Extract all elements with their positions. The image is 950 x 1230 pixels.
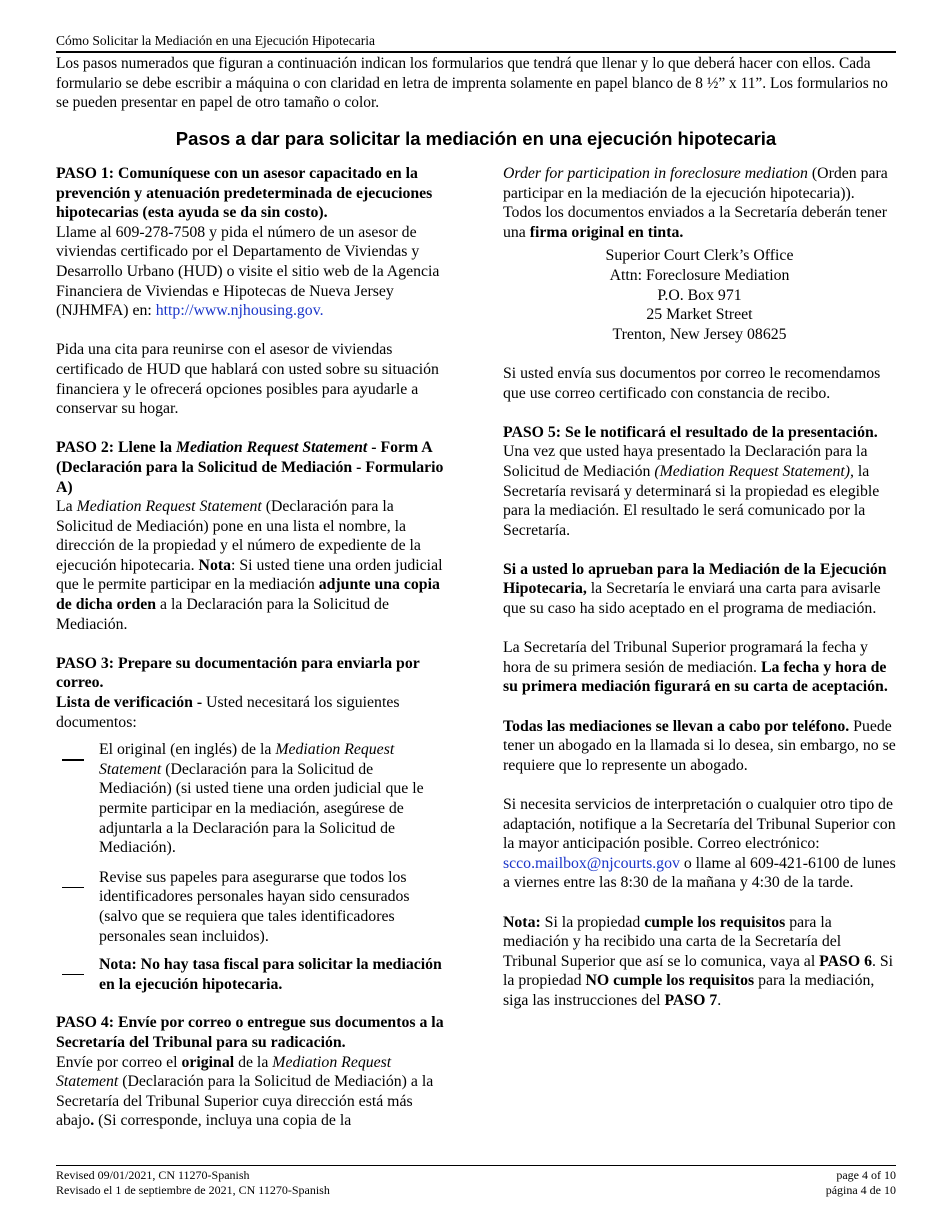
- revision-english: Revised 09/01/2021, CN 11270-Spanish: [56, 1168, 250, 1182]
- checkbox-line[interactable]: [62, 887, 84, 888]
- phone-paragraph: Todas las mediaciones se llevan a cabo por teléfono. Puede tener un abogado en la llamada si lo desea, sin embargo, no se requiere que lo represente un abogado.: [503, 717, 896, 774]
- revision-spanish: Revisado el 1 de septiembre de 2021, CN 11270-Spanish: [56, 1182, 330, 1197]
- checkbox-line[interactable]: [62, 974, 84, 975]
- mailing-address: Superior Court Clerk’s Office Attn: Foreclosure Mediation P.O. Box 971 25 Market Street Trenton, New Jersey 08625: [605, 247, 794, 343]
- paso1-body: Llame al 609-278-7508 y pida el número de un asesor de viviendas certificado por el Departamento de Viviendas y Desarrollo Urbano (HUD) o visite el sitio web de la Agencia Financiera de Viviendas e Hipotecas de Nueva Jersey (NJHMFA) en: http://www.njhousing.gov.: [56, 223, 440, 320]
- paso5-heading: PASO 5: Se le notificará el resultado de la presentación.: [503, 423, 878, 441]
- certified-mail-note: Si usted envía sus documentos por correo le recomendamos que use correo certificado con constancia de recibo.: [503, 364, 881, 402]
- paso4-continuation: Order for participation in foreclosure mediation (Orden para participar en la mediación de la ejecución hipotecaria)). Todos los documentos enviados a la Secretaría deberán tener una firma original en tinta.: [503, 165, 888, 241]
- schedule-paragraph: La Secretaría del Tribunal Superior programará la fecha y hora de su primera sesión de mediación. La fecha y hora de su primera mediación figurará en su carta de aceptación.: [503, 639, 888, 696]
- page-title: Pasos a dar para solicitar la mediación en una ejecución hipotecaria: [175, 128, 777, 149]
- njhousing-link[interactable]: http://www.njhousing.gov.: [155, 302, 324, 320]
- left-column: [56, 164, 448, 1131]
- footer-divider: [56, 1165, 896, 1166]
- paso4-body: Envíe por correo el original de la Mediation Request Statement (Declaración para la Solicitud de Mediación) a la Secretaría del Tribunal Superior cuya dirección está más abajo. (Si corresponde, incluya una copia de la: [56, 1053, 434, 1130]
- paso2-heading: PASO 2: Llene la Mediation Request Statement - Form A (Declaración para la Solicitud de Mediación - Formulario A): [56, 439, 444, 496]
- checklist-item-review: Revise sus papeles para asegurarse que todos los identificadores personales hayan sido censurados (salvo que se requiera que tales identificadores personales sean incluidos).: [56, 868, 448, 946]
- paso2-body: La Mediation Request Statement (Declaración para la Solicitud de Mediación) pone en una lista el nombre, la dirección de la propiedad y el número de expediente de la ejecución hipotecaria. Nota: Si usted tiene una orden judicial que le permite participar en la mediación adjunte una copia de dicha orden a la Declaración para la Solicitud de Mediación.: [56, 498, 443, 633]
- intro-paragraph: Los pasos numerados que figuran a continuación indican los formularios que tendrá que llenar y lo que deberá hacer con ellos. Cada formulario se debe escribir a máquina o con claridad en letra de imprenta solamente en papel blanco de 8 ½” x 11”. Los formularios no se pueden presentar en papel de otro tamaño o color.: [56, 55, 888, 111]
- paso3-checklist-intro: Lista de verificación - Usted necesitará los siguientes documentos:: [56, 694, 400, 731]
- paso5-body: Una vez que usted haya presentado la Declaración para la Solicitud de Mediación (Mediation Request Statement), la Secretaría revisará y determinará si la propiedad es elegible para la mediación. El resultado le será comunicado por la Secretaría.: [503, 443, 880, 539]
- email-link[interactable]: scco.mailbox@njcourts.gov: [503, 854, 680, 872]
- header-divider: [56, 51, 896, 53]
- checkbox-line[interactable]: [62, 759, 84, 761]
- document-page: [56, 0, 896, 1230]
- paso4-heading: PASO 4: Envíe por correo o entregue sus documentos a la Secretaría del Tribunal para su radicación.: [56, 1014, 444, 1051]
- page-number-spanish: página 4 de 10: [825, 1182, 896, 1197]
- page-number-english: page 4 of 10: [836, 1168, 896, 1182]
- paso1-paragraph-2: Pida una cita para reunirse con el asesor de viviendas certificado de HUD que hablará con usted sobre su situación financiera y le ofrecerá opciones posibles para ayudarle a conservar su hogar.: [56, 341, 439, 418]
- approved-paragraph: Si a usted lo aprueban para la Mediación de la Ejecución Hipotecaria, la Secretaría le enviará una carta para avisarle que su caso ha sido aceptado en el programa de mediación.: [503, 560, 887, 618]
- checklist-item-original: El original (en inglés) de la Mediation Request Statement (Declaración para la Solicitud de Mediación) (si usted tiene una orden judicial que le permite participar en la mediación, asegúrese de adjuntarla a la Declaración para la Solicitud de Mediación).: [56, 740, 448, 858]
- page-header: Cómo Solicitar la Mediación en una Ejecución Hipotecaria: [56, 33, 376, 48]
- paso3-heading: PASO 3: Prepare su documentación para enviarla por correo.: [56, 654, 420, 692]
- interpretation-paragraph: Si necesita servicios de interpretación o cualquier otro tipo de adaptación, notifique a la Secretaría del Tribunal Superior con la mayor anticipación posible. Correo electrónico: scco.mailbox@njcourts.gov o llame al 609-421-6100 de lunes a viernes entre las 8:30 de la mañana y 4:30 de la tarde.: [503, 796, 896, 892]
- checklist-item-nota: Nota: No hay tasa fiscal para solicitar la mediación en la ejecución hipotecaria.: [56, 955, 448, 994]
- nota-paragraph: Nota: Si la propiedad cumple los requisitos para la mediación y ha recibido una carta de la Secretaría del Tribunal Superior que así se lo comunica, vaya al PASO 6. Si la propiedad NO cumple los requisitos para la mediación, siga las instrucciones del PASO 7.: [503, 913, 894, 1009]
- paso1-heading: PASO 1: Comuníquese con un asesor capacitado en la prevención y atenuación predeterminada de ejecuciones hipotecarias (esta ayuda se da sin costo).: [56, 165, 433, 222]
- right-column: [503, 164, 896, 1011]
